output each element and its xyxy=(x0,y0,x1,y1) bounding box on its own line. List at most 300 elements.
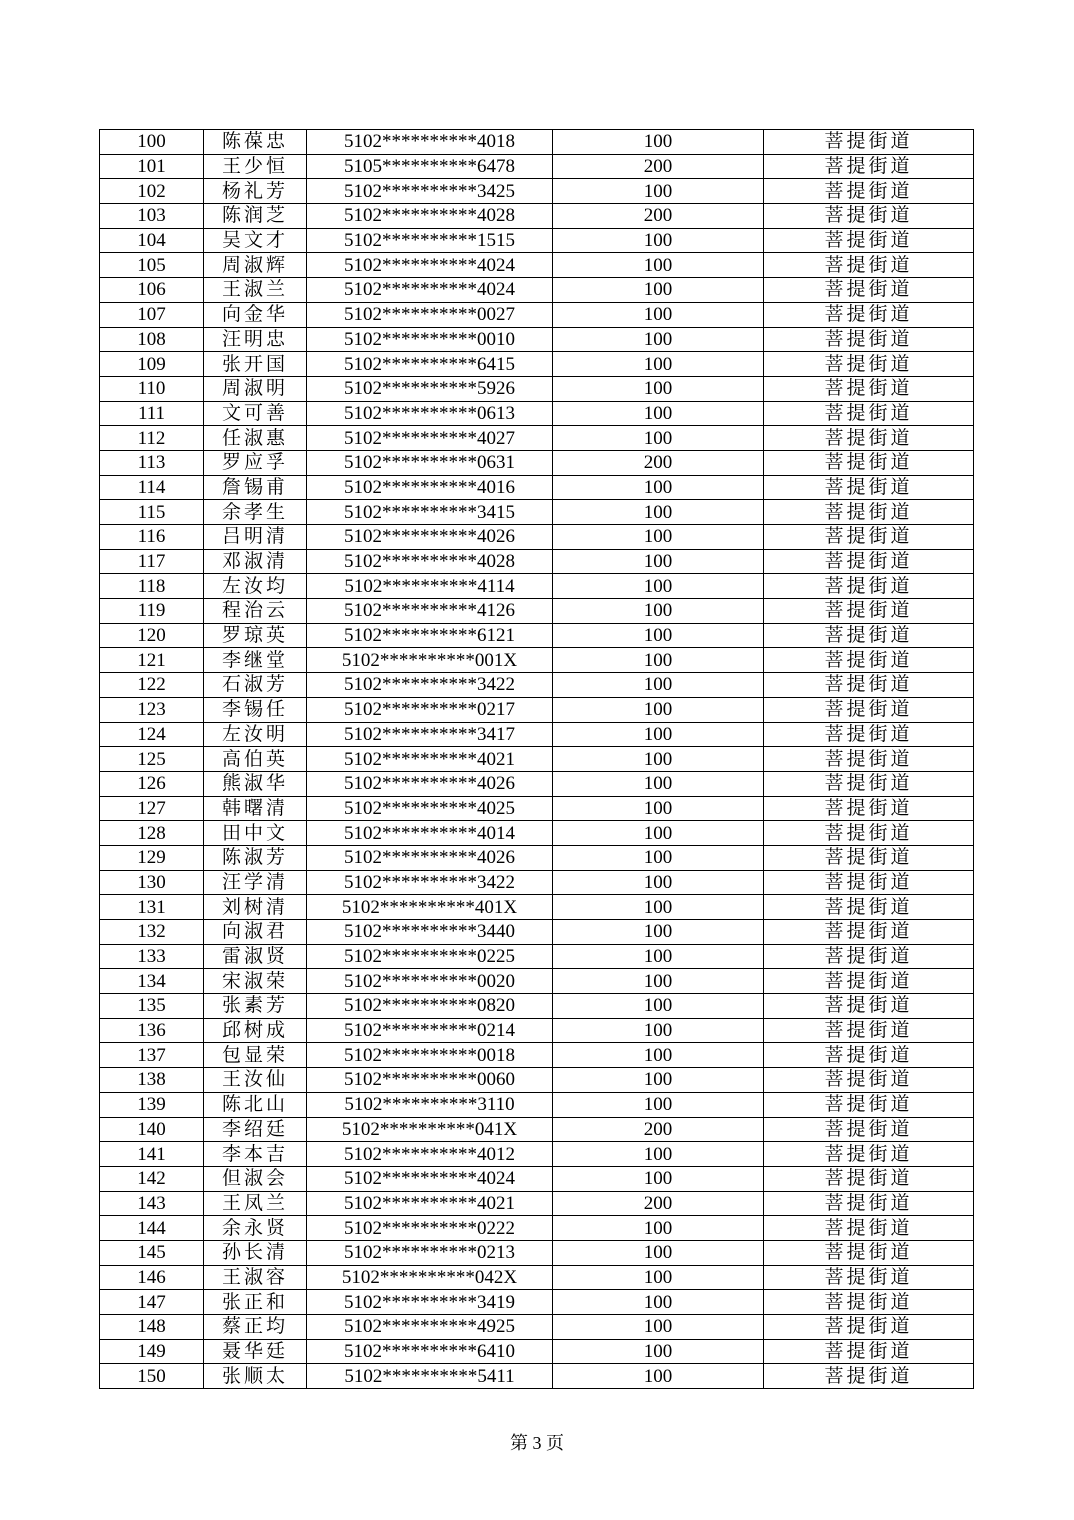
amount-cell: 200 xyxy=(553,450,764,475)
amount-cell: 100 xyxy=(553,549,764,574)
id-number-cell: 5102**********4025 xyxy=(307,796,553,821)
row-number-cell: 120 xyxy=(100,623,204,648)
id-number-cell: 5102**********3110 xyxy=(307,1092,553,1117)
id-number-cell: 5102**********0820 xyxy=(307,994,553,1019)
street-cell: 菩提街道 xyxy=(764,376,974,401)
amount-cell: 100 xyxy=(553,821,764,846)
amount-cell: 100 xyxy=(553,1216,764,1241)
amount-cell: 100 xyxy=(553,130,764,155)
id-number-cell: 5102**********4014 xyxy=(307,821,553,846)
amount-cell: 100 xyxy=(553,475,764,500)
records-table-body xyxy=(100,130,974,1389)
row-number-cell: 129 xyxy=(100,845,204,870)
table-row xyxy=(100,648,974,673)
row-number-cell: 122 xyxy=(100,673,204,698)
name-cell: 文可善 xyxy=(204,401,307,426)
table-row xyxy=(100,1315,974,1340)
row-number-cell: 112 xyxy=(100,426,204,451)
id-number-cell: 5102**********1515 xyxy=(307,228,553,253)
street-cell: 菩提街道 xyxy=(764,895,974,920)
street-cell: 菩提街道 xyxy=(764,1315,974,1340)
id-number-cell: 5102**********042X xyxy=(307,1265,553,1290)
table-row xyxy=(100,549,974,574)
amount-cell: 100 xyxy=(553,870,764,895)
row-number-cell: 103 xyxy=(100,204,204,229)
name-cell: 余孝生 xyxy=(204,500,307,525)
id-number-cell: 5102**********401X xyxy=(307,895,553,920)
street-cell: 菩提街道 xyxy=(764,130,974,155)
street-cell: 菩提街道 xyxy=(764,574,974,599)
name-cell: 包显荣 xyxy=(204,1043,307,1068)
row-number-cell: 139 xyxy=(100,1092,204,1117)
row-number-cell: 108 xyxy=(100,327,204,352)
name-cell: 刘树清 xyxy=(204,895,307,920)
row-number-cell: 130 xyxy=(100,870,204,895)
id-number-cell: 5102**********3422 xyxy=(307,673,553,698)
amount-cell: 100 xyxy=(553,376,764,401)
table-row xyxy=(100,796,974,821)
name-cell: 王少恒 xyxy=(204,154,307,179)
table-row xyxy=(100,821,974,846)
row-number-cell: 121 xyxy=(100,648,204,673)
name-cell: 熊淑华 xyxy=(204,771,307,796)
id-number-cell: 5102**********0018 xyxy=(307,1043,553,1068)
amount-cell: 100 xyxy=(553,401,764,426)
name-cell: 王淑容 xyxy=(204,1265,307,1290)
street-cell: 菩提街道 xyxy=(764,920,974,945)
table-row xyxy=(100,697,974,722)
table-row xyxy=(100,969,974,994)
table-row xyxy=(100,944,974,969)
table-row xyxy=(100,302,974,327)
id-number-cell: 5102**********4024 xyxy=(307,1166,553,1191)
row-number-cell: 125 xyxy=(100,747,204,772)
row-number-cell: 148 xyxy=(100,1315,204,1340)
amount-cell: 100 xyxy=(553,352,764,377)
amount-cell: 100 xyxy=(553,500,764,525)
row-number-cell: 116 xyxy=(100,525,204,550)
street-cell: 菩提街道 xyxy=(764,450,974,475)
table-row xyxy=(100,1117,974,1142)
row-number-cell: 109 xyxy=(100,352,204,377)
id-number-cell: 5102**********4026 xyxy=(307,771,553,796)
id-number-cell: 5102**********4024 xyxy=(307,253,553,278)
name-cell: 蔡正均 xyxy=(204,1315,307,1340)
name-cell: 吴文才 xyxy=(204,228,307,253)
row-number-cell: 140 xyxy=(100,1117,204,1142)
id-number-cell: 5102**********4126 xyxy=(307,599,553,624)
id-number-cell: 5102**********0217 xyxy=(307,697,553,722)
table-row xyxy=(100,475,974,500)
street-cell: 菩提街道 xyxy=(764,253,974,278)
row-number-cell: 133 xyxy=(100,944,204,969)
row-number-cell: 110 xyxy=(100,376,204,401)
table-row xyxy=(100,1142,974,1167)
table-row xyxy=(100,525,974,550)
id-number-cell: 5102**********3415 xyxy=(307,500,553,525)
street-cell: 菩提街道 xyxy=(764,352,974,377)
street-cell: 菩提街道 xyxy=(764,1092,974,1117)
table-row xyxy=(100,426,974,451)
table-row xyxy=(100,352,974,377)
street-cell: 菩提街道 xyxy=(764,1166,974,1191)
amount-cell: 100 xyxy=(553,599,764,624)
name-cell: 田中文 xyxy=(204,821,307,846)
name-cell: 张正和 xyxy=(204,1290,307,1315)
street-cell: 菩提街道 xyxy=(764,1018,974,1043)
amount-cell: 100 xyxy=(553,673,764,698)
id-number-cell: 5102**********4012 xyxy=(307,1142,553,1167)
row-number-cell: 141 xyxy=(100,1142,204,1167)
id-number-cell: 5102**********4024 xyxy=(307,278,553,303)
table-row xyxy=(100,722,974,747)
street-cell: 菩提街道 xyxy=(764,1364,974,1389)
name-cell: 王凤兰 xyxy=(204,1191,307,1216)
row-number-cell: 124 xyxy=(100,722,204,747)
row-number-cell: 111 xyxy=(100,401,204,426)
amount-cell: 100 xyxy=(553,969,764,994)
table-row xyxy=(100,771,974,796)
street-cell: 菩提街道 xyxy=(764,1068,974,1093)
id-number-cell: 5102**********3417 xyxy=(307,722,553,747)
id-number-cell: 5105**********6478 xyxy=(307,154,553,179)
street-cell: 菩提街道 xyxy=(764,228,974,253)
name-cell: 陈葆忠 xyxy=(204,130,307,155)
amount-cell: 100 xyxy=(553,1339,764,1364)
table-row xyxy=(100,1364,974,1389)
amount-cell: 100 xyxy=(553,623,764,648)
name-cell: 罗应孚 xyxy=(204,450,307,475)
amount-cell: 100 xyxy=(553,944,764,969)
row-number-cell: 143 xyxy=(100,1191,204,1216)
row-number-cell: 123 xyxy=(100,697,204,722)
street-cell: 菩提街道 xyxy=(764,1265,974,1290)
id-number-cell: 5102**********4028 xyxy=(307,204,553,229)
row-number-cell: 144 xyxy=(100,1216,204,1241)
id-number-cell: 5102**********0020 xyxy=(307,969,553,994)
amount-cell: 100 xyxy=(553,845,764,870)
street-cell: 菩提街道 xyxy=(764,821,974,846)
row-number-cell: 137 xyxy=(100,1043,204,1068)
name-cell: 张素芳 xyxy=(204,994,307,1019)
table-row xyxy=(100,154,974,179)
amount-cell: 200 xyxy=(553,1117,764,1142)
id-number-cell: 5102**********0213 xyxy=(307,1240,553,1265)
street-cell: 菩提街道 xyxy=(764,771,974,796)
name-cell: 邓淑清 xyxy=(204,549,307,574)
street-cell: 菩提街道 xyxy=(764,302,974,327)
amount-cell: 100 xyxy=(553,648,764,673)
street-cell: 菩提街道 xyxy=(764,1043,974,1068)
id-number-cell: 5102**********4018 xyxy=(307,130,553,155)
row-number-cell: 118 xyxy=(100,574,204,599)
amount-cell: 100 xyxy=(553,1290,764,1315)
id-number-cell: 5102**********0225 xyxy=(307,944,553,969)
row-number-cell: 100 xyxy=(100,130,204,155)
table-row xyxy=(100,599,974,624)
name-cell: 汪明忠 xyxy=(204,327,307,352)
id-number-cell: 5102**********0631 xyxy=(307,450,553,475)
row-number-cell: 107 xyxy=(100,302,204,327)
table-row xyxy=(100,401,974,426)
row-number-cell: 101 xyxy=(100,154,204,179)
id-number-cell: 5102**********001X xyxy=(307,648,553,673)
row-number-cell: 119 xyxy=(100,599,204,624)
id-number-cell: 5102**********0060 xyxy=(307,1068,553,1093)
street-cell: 菩提街道 xyxy=(764,1191,974,1216)
table-row xyxy=(100,870,974,895)
name-cell: 李继堂 xyxy=(204,648,307,673)
amount-cell: 100 xyxy=(553,525,764,550)
id-number-cell: 5102**********4021 xyxy=(307,747,553,772)
id-number-cell: 5102**********4021 xyxy=(307,1191,553,1216)
table-row xyxy=(100,747,974,772)
row-number-cell: 147 xyxy=(100,1290,204,1315)
row-number-cell: 105 xyxy=(100,253,204,278)
id-number-cell: 5102**********0222 xyxy=(307,1216,553,1241)
row-number-cell: 128 xyxy=(100,821,204,846)
table-row xyxy=(100,1068,974,1093)
name-cell: 韩曙清 xyxy=(204,796,307,821)
street-cell: 菩提街道 xyxy=(764,648,974,673)
name-cell: 王汝仙 xyxy=(204,1068,307,1093)
name-cell: 陈润芝 xyxy=(204,204,307,229)
name-cell: 石淑芳 xyxy=(204,673,307,698)
amount-cell: 100 xyxy=(553,1265,764,1290)
name-cell: 高伯英 xyxy=(204,747,307,772)
street-cell: 菩提街道 xyxy=(764,1117,974,1142)
name-cell: 李绍廷 xyxy=(204,1117,307,1142)
id-number-cell: 5102**********5926 xyxy=(307,376,553,401)
name-cell: 王淑兰 xyxy=(204,278,307,303)
amount-cell: 200 xyxy=(553,154,764,179)
street-cell: 菩提街道 xyxy=(764,1240,974,1265)
table-row xyxy=(100,994,974,1019)
id-number-cell: 5102**********3419 xyxy=(307,1290,553,1315)
name-cell: 程治云 xyxy=(204,599,307,624)
table-row xyxy=(100,1191,974,1216)
table-row xyxy=(100,1018,974,1043)
id-number-cell: 5102**********0027 xyxy=(307,302,553,327)
name-cell: 周淑辉 xyxy=(204,253,307,278)
amount-cell: 100 xyxy=(553,1018,764,1043)
table-row xyxy=(100,673,974,698)
table-row xyxy=(100,1092,974,1117)
street-cell: 菩提街道 xyxy=(764,154,974,179)
street-cell: 菩提街道 xyxy=(764,500,974,525)
id-number-cell: 5102**********4026 xyxy=(307,845,553,870)
page-number: 第 3 页 xyxy=(510,1433,564,1453)
id-number-cell: 5102**********4925 xyxy=(307,1315,553,1340)
table-row xyxy=(100,450,974,475)
id-number-cell: 5102**********3440 xyxy=(307,920,553,945)
name-cell: 陈淑芳 xyxy=(204,845,307,870)
row-number-cell: 132 xyxy=(100,920,204,945)
table-row xyxy=(100,228,974,253)
amount-cell: 100 xyxy=(553,278,764,303)
amount-cell: 100 xyxy=(553,1068,764,1093)
row-number-cell: 145 xyxy=(100,1240,204,1265)
amount-cell: 100 xyxy=(553,796,764,821)
amount-cell: 100 xyxy=(553,747,764,772)
name-cell: 任淑惠 xyxy=(204,426,307,451)
name-cell: 张顺太 xyxy=(204,1364,307,1389)
amount-cell: 100 xyxy=(553,327,764,352)
amount-cell: 100 xyxy=(553,1092,764,1117)
id-number-cell: 5102**********3425 xyxy=(307,179,553,204)
row-number-cell: 117 xyxy=(100,549,204,574)
street-cell: 菩提街道 xyxy=(764,549,974,574)
table-row xyxy=(100,179,974,204)
amount-cell: 100 xyxy=(553,228,764,253)
street-cell: 菩提街道 xyxy=(764,623,974,648)
amount-cell: 100 xyxy=(553,1240,764,1265)
street-cell: 菩提街道 xyxy=(764,1339,974,1364)
amount-cell: 100 xyxy=(553,1364,764,1389)
name-cell: 吕明清 xyxy=(204,525,307,550)
amount-cell: 200 xyxy=(553,204,764,229)
amount-cell: 100 xyxy=(553,574,764,599)
street-cell: 菩提街道 xyxy=(764,870,974,895)
id-number-cell: 5102**********5411 xyxy=(307,1364,553,1389)
id-number-cell: 5102**********6410 xyxy=(307,1339,553,1364)
id-number-cell: 5102**********4114 xyxy=(307,574,553,599)
table-row xyxy=(100,500,974,525)
id-number-cell: 5102**********3422 xyxy=(307,870,553,895)
table-row xyxy=(100,623,974,648)
street-cell: 菩提街道 xyxy=(764,722,974,747)
name-cell: 左汝明 xyxy=(204,722,307,747)
row-number-cell: 131 xyxy=(100,895,204,920)
street-cell: 菩提街道 xyxy=(764,1290,974,1315)
street-cell: 菩提街道 xyxy=(764,944,974,969)
row-number-cell: 136 xyxy=(100,1018,204,1043)
row-number-cell: 149 xyxy=(100,1339,204,1364)
amount-cell: 100 xyxy=(553,302,764,327)
street-cell: 菩提街道 xyxy=(764,426,974,451)
street-cell: 菩提街道 xyxy=(764,401,974,426)
table-row xyxy=(100,278,974,303)
street-cell: 菩提街道 xyxy=(764,525,974,550)
street-cell: 菩提街道 xyxy=(764,599,974,624)
amount-cell: 100 xyxy=(553,994,764,1019)
name-cell: 李本吉 xyxy=(204,1142,307,1167)
amount-cell: 100 xyxy=(553,771,764,796)
table-row xyxy=(100,1216,974,1241)
row-number-cell: 127 xyxy=(100,796,204,821)
street-cell: 菩提街道 xyxy=(764,327,974,352)
name-cell: 聂华廷 xyxy=(204,1339,307,1364)
name-cell: 杨礼芳 xyxy=(204,179,307,204)
amount-cell: 100 xyxy=(553,1315,764,1340)
name-cell: 李锡任 xyxy=(204,697,307,722)
name-cell: 向淑君 xyxy=(204,920,307,945)
name-cell: 余永贤 xyxy=(204,1216,307,1241)
id-number-cell: 5102**********4028 xyxy=(307,549,553,574)
row-number-cell: 126 xyxy=(100,771,204,796)
records-table xyxy=(99,129,974,1389)
id-number-cell: 5102**********041X xyxy=(307,1117,553,1142)
row-number-cell: 115 xyxy=(100,500,204,525)
street-cell: 菩提街道 xyxy=(764,994,974,1019)
row-number-cell: 134 xyxy=(100,969,204,994)
row-number-cell: 142 xyxy=(100,1166,204,1191)
name-cell: 宋淑荣 xyxy=(204,969,307,994)
table-row xyxy=(100,920,974,945)
table-row xyxy=(100,574,974,599)
street-cell: 菩提街道 xyxy=(764,1142,974,1167)
row-number-cell: 146 xyxy=(100,1265,204,1290)
table-row xyxy=(100,1290,974,1315)
table-row xyxy=(100,895,974,920)
table-row xyxy=(100,327,974,352)
row-number-cell: 104 xyxy=(100,228,204,253)
id-number-cell: 5102**********0613 xyxy=(307,401,553,426)
street-cell: 菩提街道 xyxy=(764,697,974,722)
street-cell: 菩提街道 xyxy=(764,204,974,229)
name-cell: 孙长清 xyxy=(204,1240,307,1265)
name-cell: 张开国 xyxy=(204,352,307,377)
table-row xyxy=(100,1166,974,1191)
row-number-cell: 135 xyxy=(100,994,204,1019)
name-cell: 但淑会 xyxy=(204,1166,307,1191)
street-cell: 菩提街道 xyxy=(764,845,974,870)
street-cell: 菩提街道 xyxy=(764,673,974,698)
table-row xyxy=(100,253,974,278)
table-row xyxy=(100,376,974,401)
row-number-cell: 150 xyxy=(100,1364,204,1389)
name-cell: 邱树成 xyxy=(204,1018,307,1043)
id-number-cell: 5102**********4027 xyxy=(307,426,553,451)
name-cell: 雷淑贤 xyxy=(204,944,307,969)
table-row xyxy=(100,1339,974,1364)
amount-cell: 100 xyxy=(553,1043,764,1068)
table-row xyxy=(100,845,974,870)
name-cell: 左汝均 xyxy=(204,574,307,599)
id-number-cell: 5102**********0214 xyxy=(307,1018,553,1043)
amount-cell: 100 xyxy=(553,895,764,920)
row-number-cell: 113 xyxy=(100,450,204,475)
id-number-cell: 5102**********4026 xyxy=(307,525,553,550)
amount-cell: 100 xyxy=(553,426,764,451)
street-cell: 菩提街道 xyxy=(764,179,974,204)
amount-cell: 100 xyxy=(553,179,764,204)
table-row xyxy=(100,1043,974,1068)
row-number-cell: 106 xyxy=(100,278,204,303)
id-number-cell: 5102**********6415 xyxy=(307,352,553,377)
id-number-cell: 5102**********4016 xyxy=(307,475,553,500)
amount-cell: 200 xyxy=(553,1191,764,1216)
amount-cell: 100 xyxy=(553,1142,764,1167)
id-number-cell: 5102**********6121 xyxy=(307,623,553,648)
street-cell: 菩提街道 xyxy=(764,796,974,821)
amount-cell: 100 xyxy=(553,1166,764,1191)
name-cell: 周淑明 xyxy=(204,376,307,401)
street-cell: 菩提街道 xyxy=(764,475,974,500)
table-row xyxy=(100,1240,974,1265)
row-number-cell: 114 xyxy=(100,475,204,500)
name-cell: 詹锡甫 xyxy=(204,475,307,500)
name-cell: 汪学清 xyxy=(204,870,307,895)
amount-cell: 100 xyxy=(553,697,764,722)
street-cell: 菩提街道 xyxy=(764,278,974,303)
name-cell: 向金华 xyxy=(204,302,307,327)
amount-cell: 100 xyxy=(553,722,764,747)
table-row xyxy=(100,204,974,229)
name-cell: 陈北山 xyxy=(204,1092,307,1117)
row-number-cell: 138 xyxy=(100,1068,204,1093)
amount-cell: 100 xyxy=(553,920,764,945)
